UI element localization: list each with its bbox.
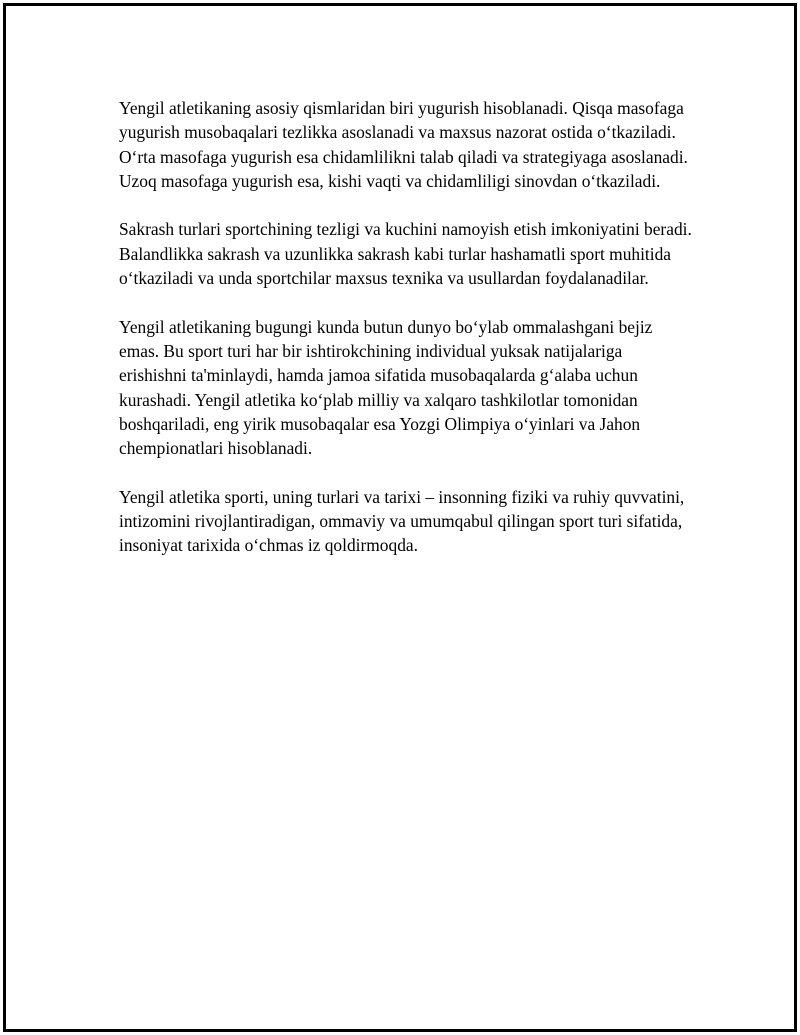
paragraph-conclusion: Yengil atletika sporti, uning turlari va tarixi – insonning fiziki va ruhiy quvvatini, intizomini rivojlantiradigan, ommaviy va umumqabul qilingan sport turi sifatida, insoniyat tarixida o‘chmas iz qoldirmoqda. (119, 486, 685, 556)
page-frame (3, 3, 797, 1032)
document-body (119, 96, 694, 582)
paragraph-popularity: Yengil atletikaning bugungi kunda butun dunyo bo‘ylab ommalashgani bejiz emas. Bu sport turi har bir ishtirokchining individual yuksak natijalariga erishishni ta'minlaydi, hamda jamoa sifatida musobaqalarda g‘alaba uchun kurashadi. Yengil atletika ko‘plab milliy va xalqaro tashkilotlar tomonidan boshqariladi, eng yirik musobaqalar esa Yozgi Olimpiya o‘yinlari va Jahon chempionatlari hisoblanadi. (119, 316, 653, 459)
paragraph-running: Yengil atletikaning asosiy qismlaridan biri yugurish hisoblanadi. Qisqa masofaga yugurish musobaqalari tezlikka asoslanadi va maxsus nazorat ostida o‘tkaziladi. O‘rta masofaga yugurish esa chidamlilikni talab qiladi va strategiyaga asoslanadi. Uzoq masofaga yugurish esa, kishi vaqti va chidamliligi sinovdan o‘tkaziladi. (119, 98, 688, 191)
paragraph-jumping: Sakrash turlari sportchining tezligi va kuchini namoyish etish imkoniyatini beradi. Balandlikka sakrash va uzunlikka sakrash kabi turlar hashamatli sport muhitida o‘tkaziladi va unda sportchilar maxsus texnika va usullardan foydalanadilar. (119, 219, 692, 289)
